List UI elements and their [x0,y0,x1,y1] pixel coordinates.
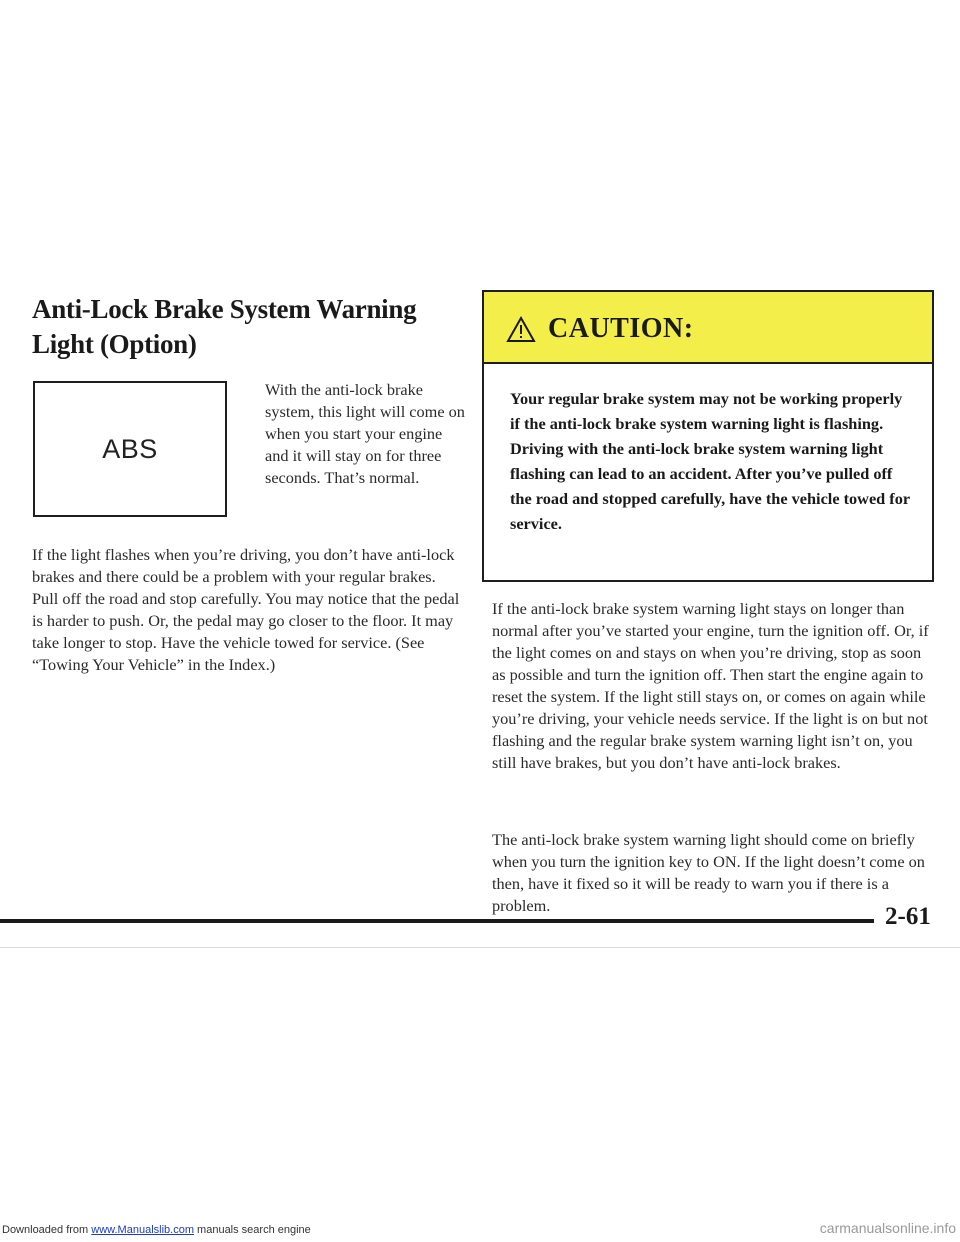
page-number: 2-61 [885,903,931,930]
caution-box [482,290,934,582]
intro-text: With the anti-lock brake system, this light will come on when you start your engine and it will stay on for three seconds. That’s normal. [265,380,465,487]
faint-divider [0,947,960,948]
left-paragraph: If the light flashes when you’re driving, you don’t have anti-lock brakes and there could be a problem with your regular brakes. Pull off the road and stop carefully. You may notice that the pedal is harder to push. Or, the pedal may go closer to the floor. It may take longer to stop. Have the vehicle towed for service. (See “Towing Your Vehicle” in the Index.) [32,545,460,674]
abs-indicator-label: ABS [102,433,158,464]
abs-indicator-box [33,381,227,517]
footer-rule [0,919,874,923]
caution-body: Your regular brake system may not be working properly if the anti-lock brake system warning light is flashing. Driving with the anti-lock brake system warning light flashing can lead to an accident. After you’ve pulled off the road and stopped carefully, have the vehicle towed for service. [510,389,910,533]
caution-header [484,292,932,364]
download-suffix: manuals search engine [197,1224,311,1236]
right-paragraph-1: If the anti-lock brake system warning light stays on longer than normal after you’ve started your engine, turn the ignition off. Or, if the light comes on and stays on when you’re driving, stop as soon as possible and turn the ignition off. Then start the engine again to reset the system. If the light still stays on, or comes on again while you’re driving, your vehicle needs service. If the light is on but not flashing and the regular brake system warning light isn’t on, you still have brakes, but you don’t have anti-lock brakes. [492,599,929,772]
download-credit [2,1224,311,1236]
warning-triangle-icon [506,316,536,343]
manualslib-link[interactable]: www.Manualslib.com [91,1224,194,1236]
watermark-text: carmanualsonline.info [819,1220,956,1236]
page-title: Anti-Lock Brake System Warning Light (Option) [32,294,417,359]
right-paragraph-2: The anti-lock brake system warning light should come on briefly when you turn the ignition key to ON. If the light doesn’t come on then, have it fixed so it will be ready to warn you if there is a problem. [492,830,925,915]
download-prefix: Downloaded from [2,1224,89,1236]
caution-title: CAUTION: [548,313,694,344]
